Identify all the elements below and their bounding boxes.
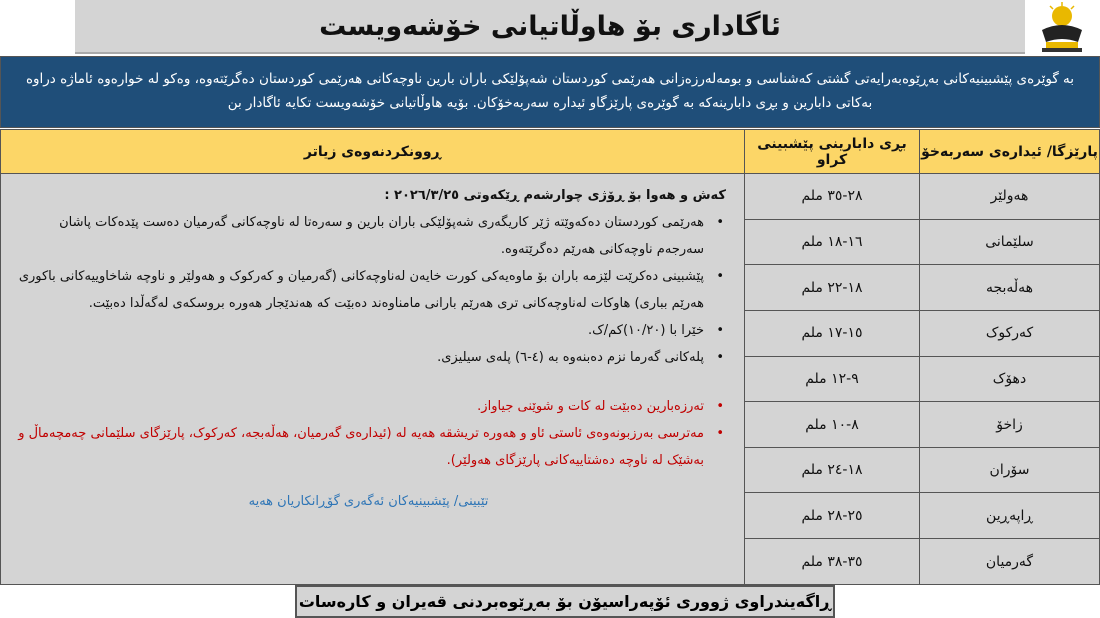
intro-banner: بە گوێرەی پێشبینیەکانی بەڕێوەبەرایەتی گشتی کەشناسی و بومەلەرزەزانی هەرێمی کوردستان شەپۆلێکی باران بارین ناوچەکانی هەرێمی کوردستان دەگرێتەوە، وەکو لە خوارەوە ئاماژە دراوە بەکاتی دابارین و بڕی دابارینەکە بە گوێرەی پارێزگاو ئیدارە سەربەخۆکان. بۆیە هاوڵاتیانی خۆشەویست تکایە ئاگادار بن <box>0 56 1100 128</box>
amount-cell: ١٨-٢٢ ملم <box>745 265 920 311</box>
warning-item: • تەرزەبارین دەبێت لە کات و شوێنی جیاواز. <box>11 393 726 420</box>
page-title: ئاگاداری بۆ هاوڵاتیانی خۆشەویست <box>319 10 781 42</box>
place-cell: ڕاپەڕین <box>920 493 1100 539</box>
forecast-table <box>0 129 1100 585</box>
place-cell: سلێمانی <box>920 219 1100 265</box>
list-item: • خێرا با (١٠/٢٠)کم/ک. <box>11 317 726 344</box>
place-cell: کەرکوک <box>920 310 1100 356</box>
details-list <box>11 209 726 371</box>
amount-cell: ٢٨-٣٥ ملم <box>745 174 920 220</box>
list-item: • پلەکانی گەرما نزم دەبنەوە بە (٤-٦) پلەی سیلیزی. <box>11 344 726 371</box>
amount-cell: ٢٥-٢٨ ملم <box>745 493 920 539</box>
header-place: پارێزگا/ ئیدارەی سەربەخۆ <box>920 130 1100 174</box>
amount-cell: ١٨-٢٤ ملم <box>745 447 920 493</box>
header-details: ڕوونکردنەوەی زیاتر <box>1 130 745 174</box>
footer-source: ڕاگەیندراوی ژووری ئۆپەراسیۆن بۆ بەڕێوەبردنی قەیران و کارەسات <box>295 585 835 618</box>
amount-cell: ٣٥-٣٨ ملم <box>745 539 920 585</box>
list-item: • هەرێمی کوردستان دەکەوێتە ژێر کاریگەری شەپۆلێکی باران بارین و سەرەتا لە ناوچەکانی گەرمیان دەست پێدەکات پاشان سەرجەم ناوچەکانی هەرێم دەگرێتەوە. <box>11 209 726 263</box>
place-cell: گەرمیان <box>920 539 1100 585</box>
place-cell: زاخۆ <box>920 402 1100 448</box>
emblem-logo-icon <box>1032 2 1092 54</box>
place-cell: سۆران <box>920 447 1100 493</box>
amount-cell: ٩-١٢ ملم <box>745 356 920 402</box>
details-cell <box>1 174 745 585</box>
table-row <box>1 174 1100 220</box>
place-cell: هەولێر <box>920 174 1100 220</box>
list-item: • پێشبینی دەکرێت لێزمە باران بۆ ماوەیەکی کورت خایەن لەناوچەکانی (گەرمیان و کەرکوک و هەولێر و ناوچە شاخاوییەکانی باکوری هەرێم بباری) هاوکات لەناوچەکانی تری هەرێم بارانی مامناوەند دەبێت کە هەندێجار هەورە بروسکەی لەگەڵدا دەبێت. <box>11 263 726 317</box>
warnings-list <box>11 393 726 474</box>
details-heading: کەش و هەوا بۆ ڕۆژی چوارشەم ڕێکەوتی ٢٠٢٦/٣/٢٥ : <box>384 188 726 203</box>
title-bar <box>75 0 1025 54</box>
table-header-row <box>1 130 1100 174</box>
place-cell: هەڵەبجە <box>920 265 1100 311</box>
warning-item: • مەترسی بەرزبونەوەی ئاستی ئاو و هەورە تریشقە هەیە لە (ئیدارەی گەرمیان، هەڵەبجە، کەرکوک، پارێزگای سلێمانی چەمچەماڵ و بەشێک لە ناوچە دەشتاییەکانی پارێزگای هەولێر). <box>11 420 726 474</box>
amount-cell: ١٥-١٧ ملم <box>745 310 920 356</box>
amount-cell: ١٦-١٨ ملم <box>745 219 920 265</box>
amount-cell: ٨-١٠ ملم <box>745 402 920 448</box>
place-cell: دهۆک <box>920 356 1100 402</box>
header-amount: بڕی دابارینی پێشبینی کراو <box>745 130 920 174</box>
note-text: تێبینی/ پێشبینیەکان ئەگەری گۆڕانکاریان هەیە <box>248 494 489 509</box>
